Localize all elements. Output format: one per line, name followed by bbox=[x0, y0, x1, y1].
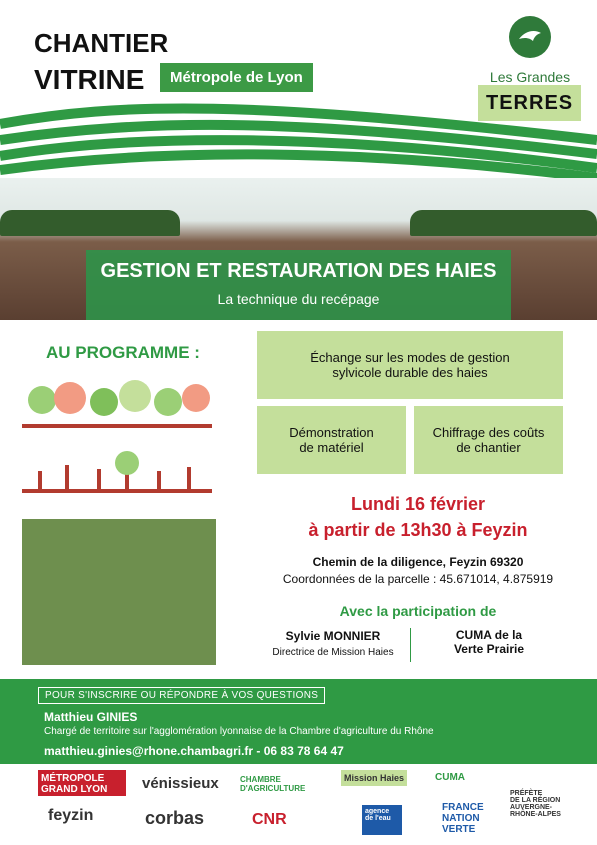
logo-mission-haies: Mission Haies bbox=[341, 770, 407, 786]
box-exchange: Échange sur les modes de gestion sylvicole durable des haies bbox=[257, 331, 563, 399]
hedge-left bbox=[0, 210, 180, 236]
box-cost: Chiffrage des coûts de chantier bbox=[414, 406, 563, 474]
box-demo: Démonstration de matériel bbox=[257, 406, 406, 474]
event-coords: Coordonnées de la parcelle : 45.671014, 4.875919 bbox=[282, 572, 554, 586]
hedge-illustration-after bbox=[22, 447, 212, 495]
hedge-illustration-before bbox=[22, 380, 212, 430]
les-grandes-terres-logo bbox=[478, 14, 582, 114]
metropole-tag: Métropole de Lyon bbox=[160, 63, 313, 92]
participant-1 bbox=[258, 629, 408, 658]
participant-1-name: Sylvie MONNIER bbox=[285, 629, 381, 643]
title-box bbox=[86, 250, 511, 320]
participation-heading: Avec la participation de bbox=[339, 603, 497, 619]
event-time: à partir de 13h30 à Feyzin bbox=[308, 520, 528, 540]
program-heading: AU PROGRAMME : bbox=[46, 343, 200, 362]
logo-agence-eau: agence de l'eau bbox=[362, 805, 402, 835]
contact-role: Chargé de territoire sur l'agglomération lyonnaise de la Chambre d'agriculture du Rhône bbox=[44, 726, 434, 737]
logo-cuma: CUMA bbox=[435, 772, 465, 783]
logo-france-nation-verte: FRANCE NATION VERTE bbox=[442, 802, 484, 835]
participant-1-role: Directrice de Mission Haies bbox=[272, 647, 394, 658]
contact-email[interactable]: matthieu.ginies@rhone.chambagri.fr - 06 83 78 64 47 bbox=[44, 744, 344, 758]
logo-metropole: MÉTROPOLE GRAND LYON bbox=[38, 770, 126, 796]
logo-line1: Les Grandes bbox=[489, 69, 571, 85]
logo-cnr: CNR bbox=[252, 811, 287, 828]
participant-2: CUMA de la Verte Prairie bbox=[453, 628, 525, 656]
logo-venissieux: vénissieux bbox=[142, 775, 219, 792]
contact-name: Matthieu GINIES bbox=[44, 710, 138, 724]
title-bottom: VITRINE bbox=[34, 64, 145, 95]
main-subtitle: La technique du recépage bbox=[217, 291, 380, 307]
title-top: CHANTIER bbox=[34, 28, 169, 58]
logo-corbas: corbas bbox=[145, 808, 205, 828]
participant-separator bbox=[410, 628, 411, 662]
green-stripes bbox=[0, 100, 597, 180]
event-address: Chemin de la diligence, Feyzin 69320 bbox=[312, 555, 524, 569]
contact-heading: POUR S'INSCRIRE OU RÉPONDRE À VOS QUESTIONS bbox=[38, 687, 325, 704]
hedge-right bbox=[410, 210, 597, 236]
dove-icon bbox=[507, 14, 553, 60]
logo-line2: TERRES bbox=[478, 85, 581, 121]
main-title: GESTION ET RESTAURATION DES HAIES bbox=[100, 260, 497, 282]
logo-prefecture: PRÉFÈTE DE LA RÉGION AUVERGNE- RHÔNE-ALPES bbox=[510, 790, 561, 818]
logo-chambre-agriculture: CHAMBRE D'AGRICULTURE bbox=[240, 775, 306, 793]
event-date: Lundi 16 février bbox=[350, 494, 486, 514]
contact-box bbox=[0, 679, 597, 764]
logo-feyzin: feyzin bbox=[48, 807, 94, 824]
tractor-photo bbox=[22, 519, 216, 665]
